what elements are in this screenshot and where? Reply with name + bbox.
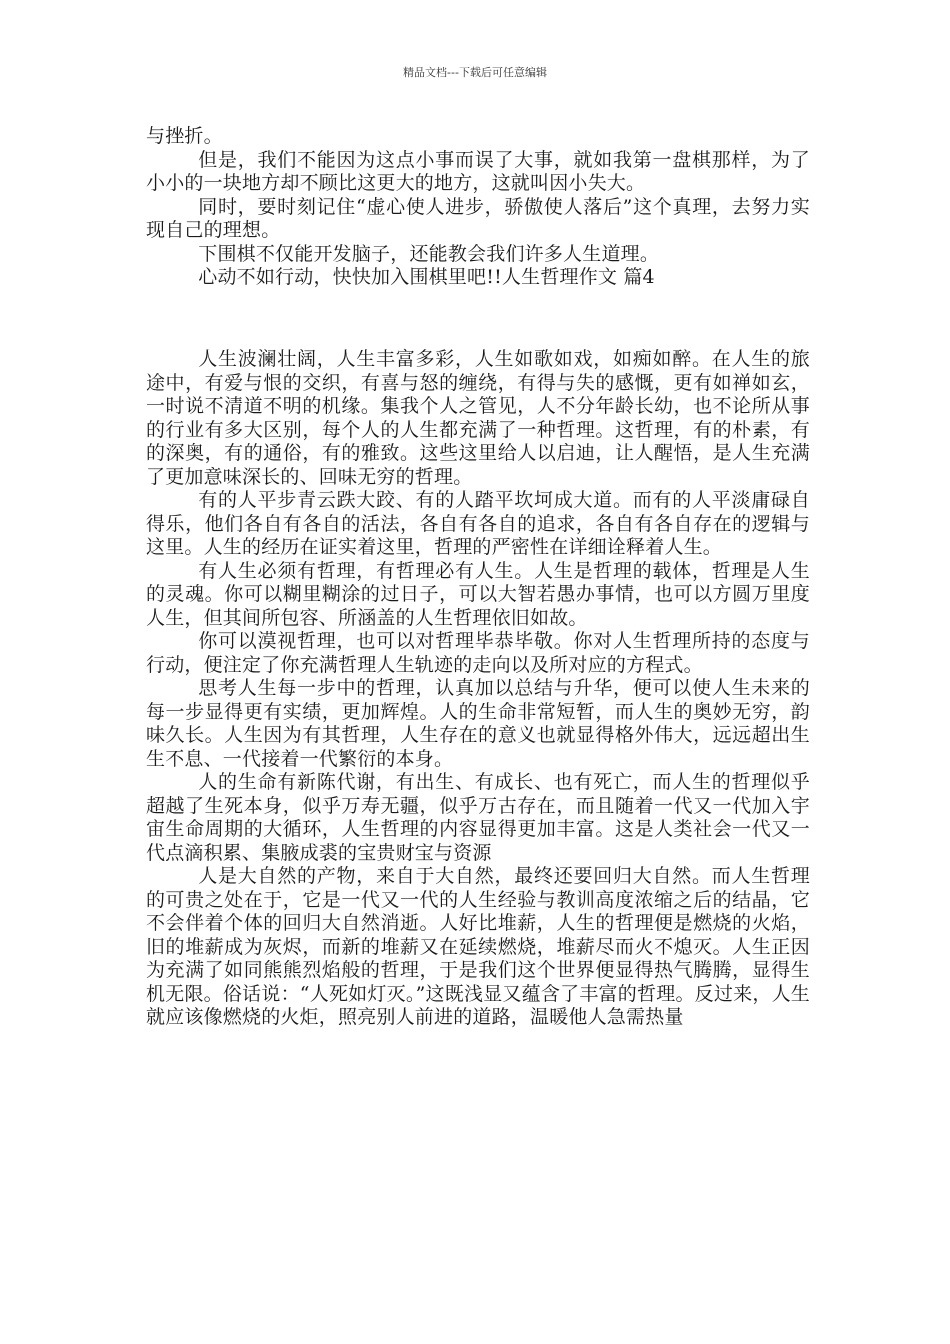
top-text-block <box>146 125 810 290</box>
paragraph: 但是，我们不能因为这点小事而误了大事，就如我第一盘棋那样，为了小小的一块地方却不顾比这更大的地方，这就叫因小失大。 <box>146 148 810 194</box>
section-heading: 心动不如行动，快快加入围棋里吧!!人生哲理作文 篇4 <box>198 266 655 288</box>
paragraph: 人的生命有新陈代谢，有出生、有成长、也有死亡，而人生的哲理似乎超越了生死本身，似乎万寿无疆，似乎万古存在，而且随着一代又一代加入宇宙生命周期的大循环，人生哲理的内容显得更加丰富。这是人类社会一代又一代点滴积累、集腋成裘的宝贵财宝与资源 <box>146 771 810 864</box>
essay-body <box>146 348 810 1030</box>
page-header: 精品文档---下载后可任意编辑 <box>403 66 547 79</box>
paragraph: 下围棋不仅能开发脑子，还能教会我们许多人生道理。 <box>198 242 660 265</box>
paragraph: 有人生必须有哲理，有哲理必有人生。人生是哲理的载体，哲理是人生的灵魂。你可以糊里糊涂的过日子，可以大智若愚办事情，也可以方圆万里度人生，但其间所包容、所涵盖的人生哲理依旧如故。 <box>146 559 810 629</box>
paragraph: 人生波澜壮阔，人生丰富多彩，人生如歌如戏，如痴如醉。在人生的旅途中，有爱与恨的交织，有喜与怒的缠绕，有得与失的感慨，更有如禅如玄，一时说不清道不明的机缘。集我个人之管见，人不分年龄长幼，也不论所从事的行业有多大区别，每个人的人生都充满了一种哲理。这哲理，有的朴素，有的深奥，有的通俗，有的雅致。这些这里给人以启迪，让人醒悟，是人生充满了更加意味深长的、回味无穷的哲理。 <box>146 348 810 488</box>
paragraph: 你可以漠视哲理，也可以对哲理毕恭毕敬。你对人生哲理所持的态度与行动，便注定了你充满哲理人生轨迹的走向以及所对应的方程式。 <box>146 630 810 676</box>
paragraph: 与挫折。 <box>146 125 223 147</box>
paragraph: 同时，要时刻记住“虚心使人进步，骄傲使人落后”这个真理，去努力实现自己的理想。 <box>146 195 810 241</box>
paragraph: 思考人生每一步中的哲理，认真加以总结与升华，便可以使人生未来的每一步显得更有实绩，更加辉煌。人的生命非常短暂，而人生的奥妙无穷，韵味久长。人生因为有其哲理，人生存在的意义也就显得格外伟大，远远超出生生不息、一代接着一代繁衍的本身。 <box>146 677 810 770</box>
paragraph: 有的人平步青云跌大跤、有的人踏平坎坷成大道。而有的人平淡庸碌自得乐，他们各自有各自的活法，各自有各自的追求，各自有各自存在的逻辑与这里。人生的经历在证实着这里，哲理的严密性在详细诠释着人生。 <box>146 489 810 558</box>
paragraph: 人是大自然的产物，来自于大自然，最终还要回归大自然。而人生哲理的可贵之处在于，它是一代又一代的人生经验与教训高度浓缩之后的结晶，它不会伴着个体的回归大自然消逝。人好比堆薪，人生的哲理便是燃烧的火焰，旧的堆薪成为灰烬，而新的堆薪又在延续燃烧，堆薪尽而火不熄灭。人生正因为充满了如同熊熊烈焰般的哲理，于是我们这个世界便显得热气腾腾，显得生机无限。俗话说：“人死如灯灭。”这既浅显又蕴含了丰富的哲理。反过来，人生就应该像燃烧的火炬，照亮别人前进的道路，温暖他人急需热量 <box>146 865 810 1028</box>
